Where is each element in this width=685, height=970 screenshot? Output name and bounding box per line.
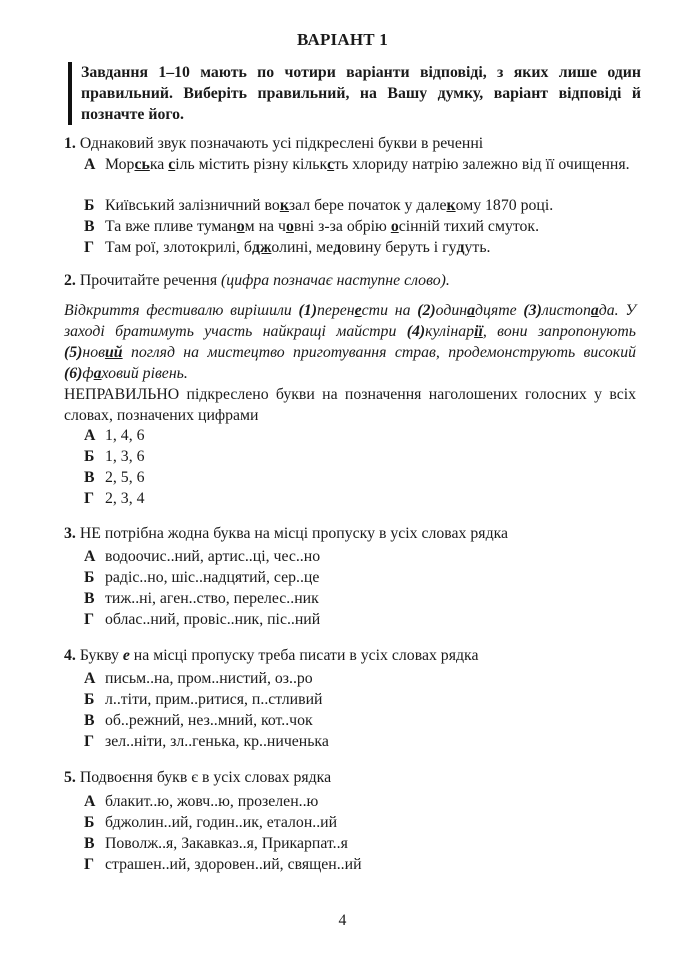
q3-option-3[interactable] [84, 610, 632, 631]
option-letter: В [84, 712, 95, 729]
option-letter: А [84, 670, 96, 687]
underlined-letter: сь [134, 156, 150, 173]
underlined-letter: о [390, 218, 399, 235]
option-letter: В [84, 590, 95, 607]
question-1-options [84, 155, 632, 259]
option-text: об..режний, нез..мний, кот..чок [105, 712, 313, 729]
option-letter: А [84, 548, 96, 565]
option-letter: Г [84, 239, 95, 256]
option-letter: Г [84, 611, 95, 628]
underlined-letter: к [279, 197, 289, 214]
word-marker: (5) [64, 344, 83, 361]
option-letter: Г [84, 490, 95, 507]
question-2-number: 2. [64, 272, 76, 289]
option-text [105, 155, 632, 196]
q2-option-2[interactable] [84, 468, 632, 489]
text-segment: Там рої, злотокрилі, б [105, 239, 252, 256]
option-text [105, 238, 632, 259]
question-2-note: (цифра позначає наступне слово). [221, 272, 450, 289]
option-letter: Г [84, 733, 95, 750]
text-segment: листоп [541, 302, 591, 319]
q2-option-0[interactable] [84, 426, 632, 447]
text-segment: зал бере початок у дале [288, 197, 447, 214]
option-text: 2, 5, 6 [105, 469, 145, 486]
q3-option-1[interactable] [84, 568, 632, 589]
question-4-text-after: на місці пропуску треба писати в усіх словах рядка [129, 647, 479, 664]
word-marker: (6) [64, 365, 83, 382]
q2-option-3[interactable] [84, 489, 632, 510]
option-text [105, 196, 632, 217]
text-segment: іль містить різну кільк [175, 156, 328, 173]
underlined-letter: д [333, 239, 342, 256]
text-segment: нов [82, 344, 106, 361]
question-3-options [84, 547, 632, 631]
option-text: страшен..ий, здоровен..ий, священ..ий [105, 856, 362, 873]
q1-option-1[interactable] [84, 196, 632, 217]
text-segment: ф [82, 365, 94, 382]
option-text: письм..на, пром..нистий, оз..ро [105, 670, 313, 687]
text-segment: погляд на мистецтво приготування страв, продемонструють високий [122, 344, 636, 361]
q4-option-1[interactable] [84, 690, 632, 711]
question-1-number: 1. [64, 135, 76, 152]
q5-option-3[interactable] [84, 855, 632, 876]
page-title: ВАРІАНТ 1 [297, 30, 388, 49]
text-segment: м на ч [244, 218, 286, 235]
underlined-letter: о [236, 218, 245, 235]
q3-option-0[interactable] [84, 547, 632, 568]
text-segment: , вони запропонують [482, 323, 636, 340]
text-segment: один [435, 302, 468, 319]
text-segment: ховий рівень. [101, 365, 188, 382]
underlined-letter: ий [105, 344, 123, 361]
option-letter: А [84, 793, 96, 810]
underlined-letter: к [446, 197, 456, 214]
question-4-letter-e: е [122, 647, 130, 664]
text-segment: ому 1870 році. [455, 197, 554, 214]
text-segment: вні з-за обрію [293, 218, 391, 235]
option-letter: В [84, 835, 95, 852]
question-5-number: 5. [64, 769, 76, 786]
text-segment: Та вже пливе туман [105, 218, 237, 235]
word-marker: (3) [523, 302, 542, 319]
option-letter: Г [84, 856, 95, 873]
text-segment: дцяте [475, 302, 524, 319]
underlined-letter: о [285, 218, 294, 235]
word-marker: (1) [298, 302, 317, 319]
underlined-letter: д [456, 239, 465, 256]
option-text: Поволж..я, Закавказ..я, Прикарпат..я [105, 835, 348, 852]
q4-option-2[interactable] [84, 711, 632, 732]
underlined-letter: а [467, 302, 475, 319]
option-text: бджолин..ий, годин..ик, еталон..ий [105, 814, 338, 831]
option-letter: Б [84, 197, 95, 214]
instructions-block: Завдання 1–10 мають по чотири варіанти відповіді, з яких лише один правильний. Виберіть правильний, на Вашу думку, варіант відповіді й позначте його. [68, 62, 641, 125]
q3-option-2[interactable] [84, 589, 632, 610]
option-letter: В [84, 218, 95, 235]
text-segment: сінній тихий смуток. [398, 218, 540, 235]
underlined-letter: е [354, 302, 362, 319]
option-text: блакит..ю, жовч..ю, прозелен..ю [105, 793, 319, 810]
underlined-letter: дж [251, 239, 272, 256]
option-letter: Б [84, 691, 95, 708]
word-marker: (4) [406, 323, 426, 340]
question-4 [64, 645, 636, 666]
word-marker: (2) [417, 302, 436, 319]
question-3-number: 3. [64, 525, 76, 542]
option-letter: Б [84, 569, 95, 586]
text-segment: Відкриття фестивалю вирішили [64, 302, 299, 319]
option-letter: В [84, 469, 95, 486]
option-text: л..тіти, прим..ритися, п..стливий [105, 691, 323, 708]
q1-option-0[interactable] [84, 155, 632, 196]
option-text: тиж..ні, аген..ство, перелес..ник [105, 590, 319, 607]
underlined-letter: а [590, 302, 599, 319]
question-5 [64, 767, 636, 788]
text-segment: перен [316, 302, 355, 319]
option-text: облас..ний, провіс..ник, піс..ний [105, 611, 321, 628]
underlined-letter: ії [474, 323, 483, 340]
page-number: 4 [338, 912, 347, 929]
text-segment: да. У заході братимуть участь найкращі майстри [64, 302, 637, 340]
option-text: 1, 4, 6 [105, 427, 145, 444]
option-letter: А [84, 427, 96, 444]
option-letter: Б [84, 814, 95, 831]
question-2-prompt: НЕПРАВИЛЬНО підкреслено букви на позначення наголошених голосних у всіх словах, позначених цифрами [64, 386, 636, 424]
text-segment: ка [149, 156, 169, 173]
text-segment: овину беруть і гу [341, 239, 457, 256]
question-4-number: 4. [64, 647, 76, 664]
text-segment: Мор [105, 156, 135, 173]
q5-option-1[interactable] [84, 813, 632, 834]
q1-option-2[interactable] [84, 217, 632, 238]
question-1 [64, 133, 636, 154]
text-segment: уть. [464, 239, 491, 256]
q2-option-1[interactable] [84, 447, 632, 468]
q4-option-0[interactable] [84, 669, 632, 690]
underlined-letter: с [327, 156, 335, 173]
text-segment: олині, ме [271, 239, 334, 256]
q5-option-0[interactable] [84, 792, 632, 813]
question-2 [64, 270, 636, 291]
text-segment: сти на [361, 302, 418, 319]
question-4-text-before: Букву [79, 647, 123, 664]
option-text: зел..ніти, зл..генька, кр..ниченька [105, 733, 329, 750]
option-text: 2, 3, 4 [105, 490, 145, 507]
question-2-options [84, 426, 632, 510]
text-segment: ть хлориду натрію залежно від її очищення. [334, 156, 630, 173]
option-letter: Б [84, 448, 95, 465]
question-1-text: Однаковий звук позначають усі підкреслені букви в реченні [79, 135, 484, 152]
text-segment: Київський залізничний во [105, 197, 280, 214]
option-text: радіс..но, шіс..надцятий, сер..це [105, 569, 320, 586]
option-text [105, 217, 632, 238]
underlined-letter: а [93, 365, 102, 382]
option-letter: А [84, 156, 96, 173]
q4-option-3[interactable] [84, 732, 632, 753]
question-2-text: Прочитайте речення [79, 272, 218, 289]
question-5-text: Подвоєння букв є в усіх словах рядка [79, 769, 332, 786]
option-text: водоочис..ний, артис..ці, чес..но [105, 548, 321, 565]
question-4-options [84, 669, 632, 753]
question-3 [64, 523, 636, 544]
text-segment: кулінар [425, 323, 475, 340]
question-2-paragraph [64, 300, 636, 384]
q1-option-3[interactable] [84, 238, 632, 259]
underlined-letter: с [168, 156, 176, 173]
q5-option-2[interactable] [84, 834, 632, 855]
question-5-options [84, 792, 632, 876]
option-text: 1, 3, 6 [105, 448, 145, 465]
question-3-text: НЕ потрібна жодна буква на місці пропуску в усіх словах рядка [79, 525, 509, 542]
